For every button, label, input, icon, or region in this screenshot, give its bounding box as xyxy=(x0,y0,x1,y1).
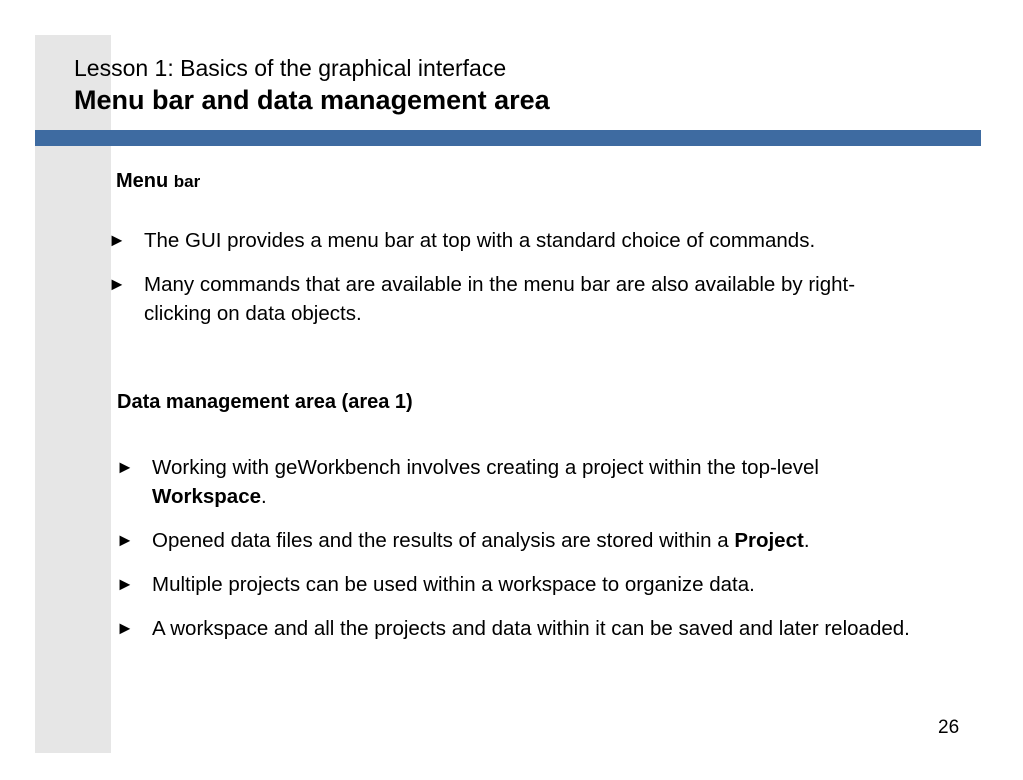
bullet-text: Opened data files and the results of analysis are stored within a xyxy=(152,529,735,552)
page-number: 26 xyxy=(938,717,960,738)
bullet-text: The GUI provides a menu bar at top with a standard choice of commands. xyxy=(144,229,816,252)
slide-title: Menu bar and data management area xyxy=(74,85,550,115)
menu-bar-bullet-list xyxy=(108,226,914,343)
bullet-text-end: . xyxy=(803,529,810,552)
bullet-arrow-icon: ► xyxy=(116,457,134,477)
list-item xyxy=(108,270,914,328)
bullet-arrow-icon: ► xyxy=(108,274,126,294)
list-item xyxy=(108,226,914,255)
bullet-arrow-icon: ► xyxy=(116,530,134,550)
title-underline-bar xyxy=(35,130,981,146)
bullet-bold-term: Workspace xyxy=(152,485,262,508)
bullet-arrow-icon: ► xyxy=(116,574,134,594)
bullet-arrow-icon: ► xyxy=(108,230,126,250)
menu-bar-heading-small: bar xyxy=(173,172,201,191)
slide-subtitle: Lesson 1: Basics of the graphical interface xyxy=(74,55,507,81)
list-item xyxy=(116,453,912,511)
bullet-text-end: . xyxy=(261,485,267,508)
title-block xyxy=(74,54,550,118)
bullet-text: Many commands that are available in the menu bar are also available by right-clicking on data objects. xyxy=(144,273,856,325)
list-item xyxy=(116,570,912,599)
bullet-text: Multiple projects can be used within a workspace to organize data. xyxy=(152,573,755,596)
menu-bar-heading xyxy=(116,170,200,193)
list-item xyxy=(116,614,912,643)
data-management-heading: Data management area (area 1) xyxy=(117,391,413,413)
data-management-bullet-list xyxy=(116,453,912,658)
list-item xyxy=(116,526,912,555)
menu-bar-heading-main: Menu xyxy=(116,170,169,192)
bullet-text: A workspace and all the projects and data within it can be saved and later reloaded. xyxy=(152,617,910,640)
bullet-text: Working with geWorkbench involves creating a project within the top-level xyxy=(152,456,819,479)
bullet-arrow-icon: ► xyxy=(116,618,134,638)
bullet-bold-term: Project xyxy=(734,529,804,552)
